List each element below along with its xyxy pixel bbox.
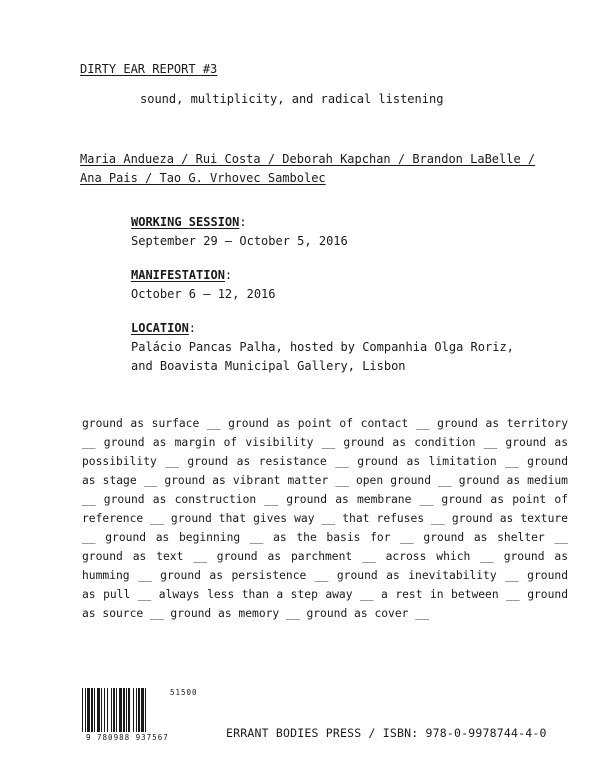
heading-colon: :	[239, 215, 247, 229]
publisher-isbn: ERRANT BODIES PRESS / ISBN: 978-0-9978744-4-0	[226, 726, 547, 740]
barcode-price-code: 51500	[170, 688, 198, 697]
barcode-bar	[119, 688, 122, 732]
barcode-bar	[97, 688, 100, 732]
barcode-bar	[94, 688, 95, 732]
barcode-bar	[87, 688, 90, 732]
barcode-bar	[116, 688, 117, 732]
barcode-bar	[107, 688, 108, 732]
report-title: DIRTY EAR REPORT #3	[80, 62, 218, 76]
author-list	[80, 150, 535, 188]
manifestation-section	[131, 266, 514, 304]
section-heading: WORKING SESSION	[131, 215, 240, 229]
ground-prose: ground as surface __ ground as point of contact __ ground as territory __ ground as margin of visibility __ ground as condition __ ground as possibility __ ground as resistance __ ground as limitation __ ground as stage __ ground as vibrant matter __ open ground __ ground as medium __ ground as construction __ ground as membrane __ ground as point of reference __ ground that gives way __ that refuses __ ground as texture __ ground as beginning __ as the basis for __ ground as shelter __ ground as text __ ground as parchment __ across which __ ground as humming __ ground as persistence __ ground as inevitability __ ground as pull __ always less than a step away __ a rest in between __ ground as source __ ground as memory __ ground as cover __	[82, 417, 568, 620]
barcode-bar	[85, 688, 86, 732]
barcode-bar	[133, 688, 134, 732]
barcode-bar	[111, 688, 112, 732]
report-subtitle: sound, multiplicity, and radical listening	[140, 92, 444, 106]
barcode-bar	[141, 688, 144, 732]
section-text: and Boavista Municipal Gallery, Lisbon	[131, 359, 406, 373]
barcode-bar	[128, 688, 130, 732]
section-heading: MANIFESTATION	[131, 268, 225, 282]
barcode-bar	[91, 688, 93, 732]
barcode-bar	[126, 688, 127, 732]
section-text: October 6 – 12, 2016	[131, 287, 276, 301]
barcode-bar	[104, 688, 105, 732]
section-text: September 29 – October 5, 2016	[131, 234, 348, 248]
author-line-1: Maria Andueza / Rui Costa / Deborah Kapchan / Brandon LaBelle /	[80, 152, 536, 166]
location-section	[131, 319, 514, 376]
heading-colon: :	[188, 321, 197, 335]
barcode-bar	[101, 688, 102, 732]
barcode-icon	[82, 688, 168, 732]
author-line-2: Ana Pais / Tao G. Vrhovec Sambolec	[80, 171, 326, 185]
barcode-isbn-digits: 9 780988 937567	[86, 733, 169, 742]
barcode-bar	[123, 688, 125, 732]
heading-colon: :	[224, 268, 233, 282]
event-details	[131, 213, 514, 391]
barcode-bar	[145, 688, 146, 732]
barcode-bar	[113, 688, 115, 732]
barcode-bar	[82, 688, 83, 732]
barcode-bar	[136, 688, 137, 732]
barcode-bar	[138, 688, 140, 732]
section-heading: LOCATION	[131, 321, 189, 335]
working-session-section	[131, 213, 514, 251]
section-text: Palácio Pancas Palha, hosted by Companhia Olga Roriz,	[131, 340, 514, 354]
